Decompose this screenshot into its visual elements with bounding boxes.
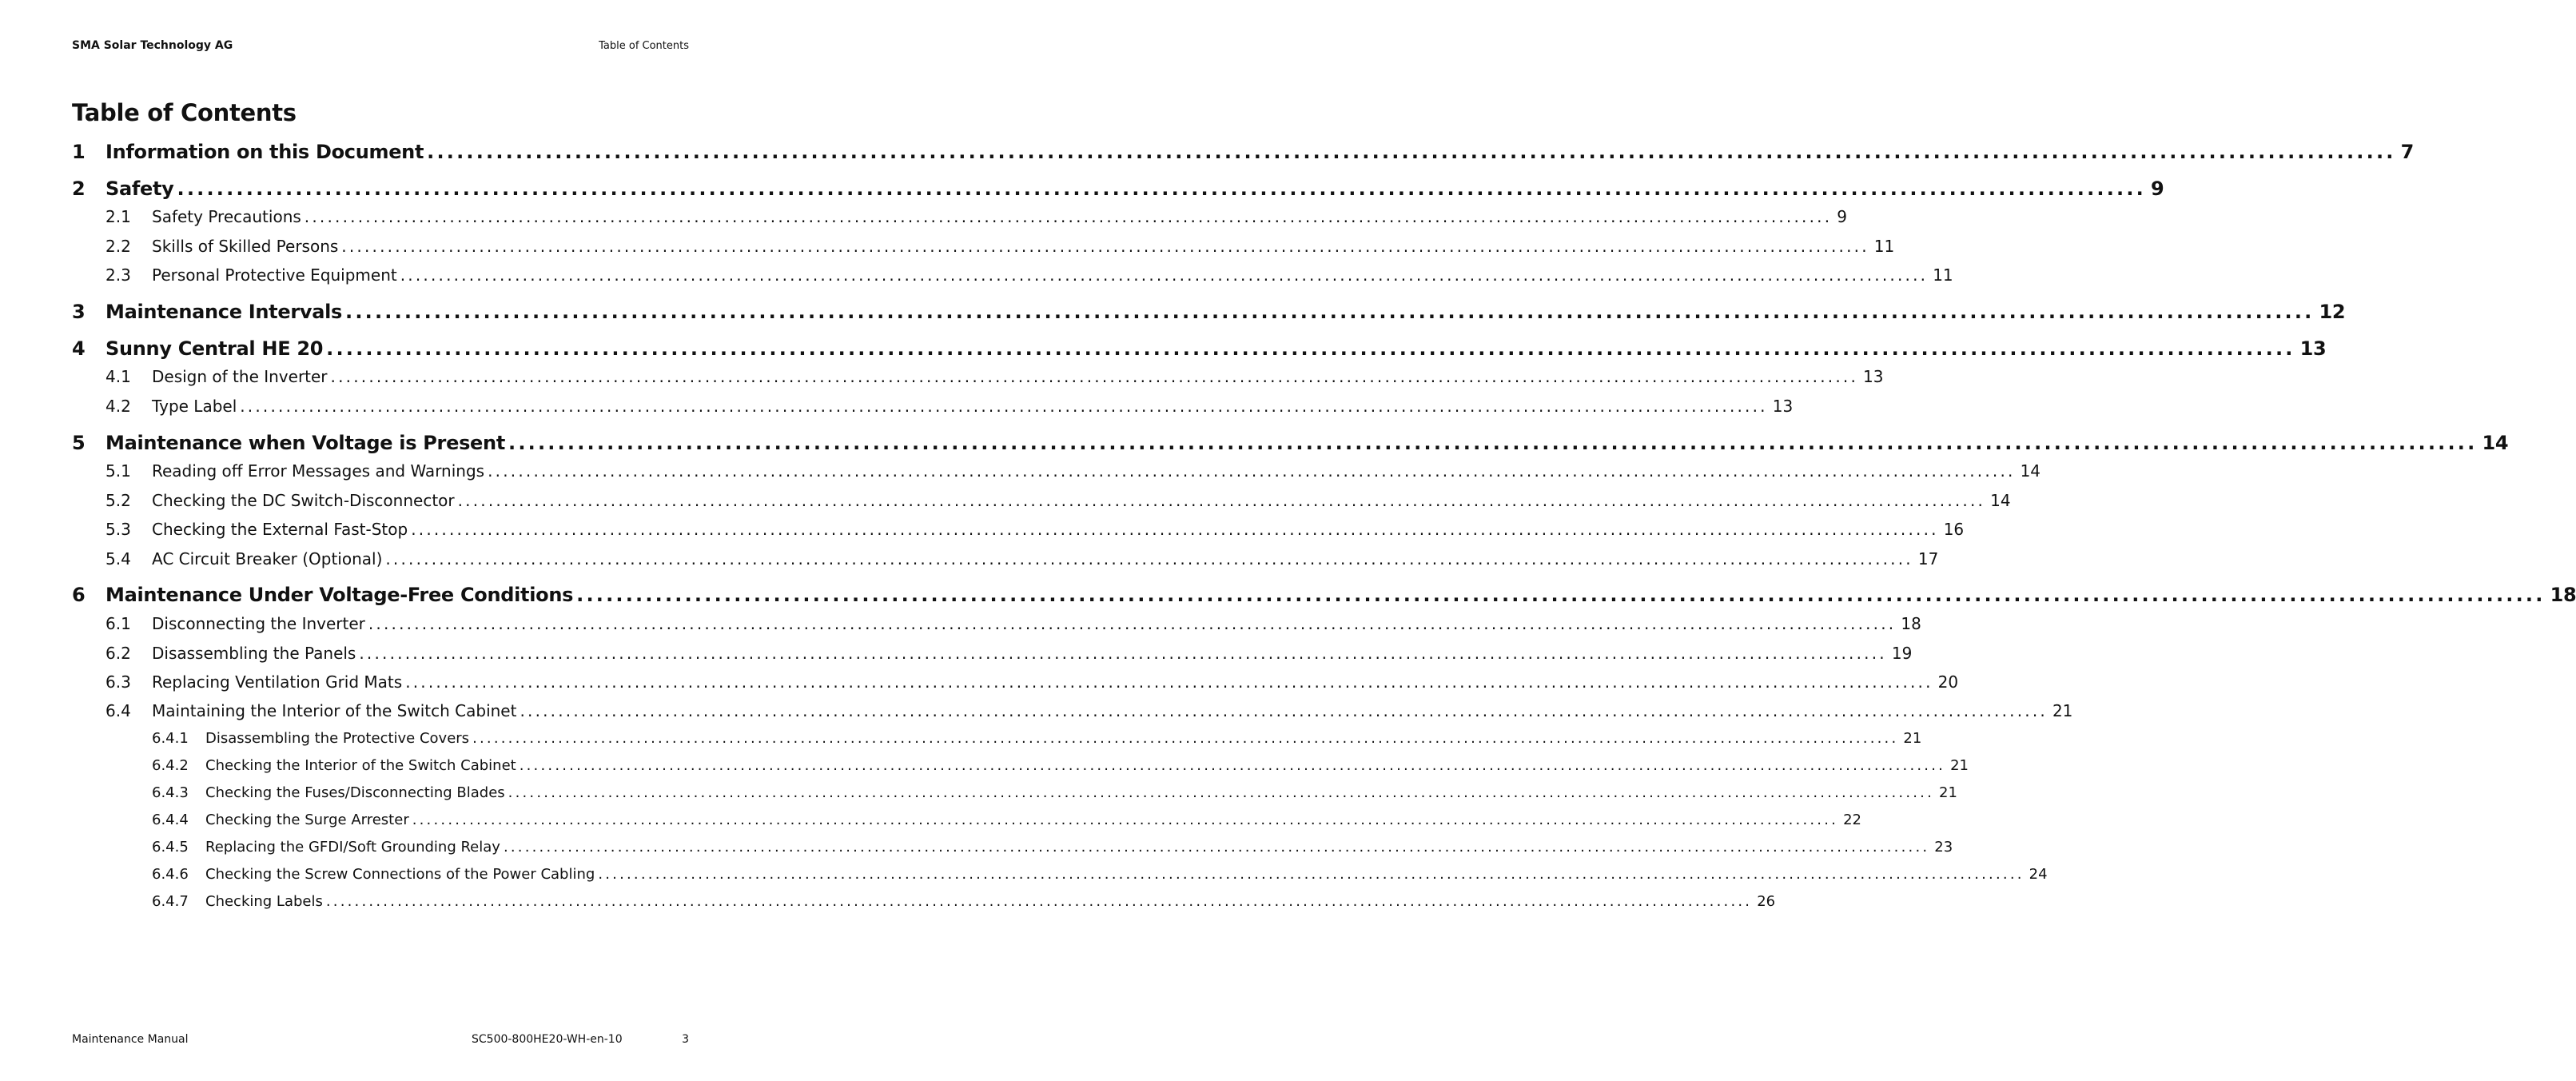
toc-entry-page: 14 (1990, 491, 2011, 510)
toc-entry[interactable] (72, 644, 1913, 663)
toc-entry-number: 4.2 (106, 397, 131, 416)
toc-entry-title: Personal Protective Equipment (152, 265, 397, 285)
toc-entry[interactable] (72, 614, 1921, 633)
toc-leader-dots: ........................................................................................................................................................................................................ (326, 337, 2295, 360)
toc-entry[interactable] (72, 141, 2414, 163)
toc-leader-dots: ........................................................................................................................................................................................................ (503, 839, 1930, 856)
toc-entry-number: 3 (72, 301, 86, 323)
toc-entry-title: Checking the Screw Connections of the Power Cabling (205, 866, 595, 883)
toc-entry[interactable] (72, 461, 2041, 481)
toc-entry-title: Replacing the GFDI/Soft Grounding Relay (205, 839, 500, 856)
toc-leader-dots: ........................................................................................................................................................................................................ (240, 397, 1768, 416)
toc-entry-page: 26 (1757, 893, 1776, 910)
toc-entry-number: 6.4.5 (152, 839, 189, 856)
toc-entry-title: Maintenance Intervals (106, 301, 343, 323)
toc-entry-page: 19 (1891, 644, 1913, 663)
toc-entry-title: AC Circuit Breaker (Optional) (152, 549, 383, 568)
toc-entry-page: 9 (1837, 207, 1848, 226)
toc-entry-number: 6.1 (106, 614, 131, 633)
toc-entry-page: 21 (1950, 757, 1969, 774)
toc-entry-title: Safety Precautions (152, 207, 301, 226)
toc-entry-number: 5.4 (106, 549, 131, 568)
footer-document-code: SC500-800HE20-WH-en-10 (472, 1033, 623, 1046)
toc-leader-dots: ........................................................................................................................................................................................................ (400, 265, 1929, 285)
toc-entry-page: 18 (1901, 614, 1921, 633)
toc-entry-number: 2.3 (106, 265, 131, 285)
toc-entry[interactable] (72, 432, 2509, 454)
toc-entry[interactable] (72, 866, 2048, 883)
toc-entry-page: 13 (1863, 367, 1884, 386)
toc-entry-number: 6.4.7 (152, 893, 189, 910)
toc-entry-title: Checking the External Fast-Stop (152, 520, 408, 539)
toc-entry-page: 21 (2052, 701, 2073, 720)
toc-entry-title: Checking the Fuses/Disconnecting Blades (205, 784, 505, 801)
toc-entry-page: 24 (2029, 866, 2048, 883)
toc-entry-number: 6.2 (106, 644, 131, 663)
toc-leader-dots: ........................................................................................................................................................................................................ (405, 672, 1933, 692)
section-name: Table of Contents (599, 40, 689, 52)
toc-leader-dots: ........................................................................................................................................................................................................ (520, 701, 2048, 720)
toc-entry-page: 11 (1933, 265, 1953, 285)
toc-entry-page: 11 (1873, 237, 1895, 256)
page-title: Table of Contents (72, 99, 297, 126)
toc-entry-number: 5.2 (106, 491, 131, 510)
toc-leader-dots: ........................................................................................................................................................................................................ (368, 614, 1897, 633)
toc-entry-number: 6 (72, 584, 86, 606)
toc-entry[interactable] (72, 584, 2576, 606)
toc-entry-page: 16 (1943, 520, 1965, 539)
toc-leader-dots: ........................................................................................................................................................................................................ (330, 367, 1859, 386)
toc-entry-number: 2.2 (106, 237, 131, 256)
toc-entry-number: 6.4.1 (152, 730, 189, 747)
toc-entry-title: Sunny Central HE 20 (106, 337, 324, 360)
toc-entry-number: 6.3 (106, 672, 131, 692)
toc-leader-dots: ........................................................................................................................................................................................................ (325, 893, 1753, 910)
toc-entry-page: 22 (1843, 812, 1861, 828)
toc-entry-page: 14 (2482, 432, 2509, 454)
toc-entry-title: Design of the Inverter (152, 367, 328, 386)
toc-entry-number: 6.4.4 (152, 812, 189, 828)
toc-entry[interactable] (72, 757, 1969, 774)
toc-entry[interactable] (72, 237, 1895, 256)
toc-entry[interactable] (72, 812, 1861, 828)
toc-entry-title: Checking Labels (205, 893, 323, 910)
toc-entry[interactable] (72, 730, 1922, 747)
footer-document-type: Maintenance Manual (72, 1033, 189, 1046)
toc-leader-dots: ........................................................................................................................................................................................................ (427, 141, 2396, 163)
toc-entry[interactable] (72, 265, 1953, 285)
toc-entry-page: 7 (2400, 141, 2414, 163)
toc-entry-title: Maintaining the Interior of the Switch Cabinet (152, 701, 517, 720)
toc-entry-page: 13 (2299, 337, 2327, 360)
toc-entry-page: 17 (1917, 549, 1939, 568)
toc-entry-page: 12 (2319, 301, 2346, 323)
toc-leader-dots: ........................................................................................................................................................................................................ (345, 301, 2315, 323)
toc-entry-number: 2.1 (106, 207, 131, 226)
toc-entry[interactable] (72, 178, 2164, 200)
toc-entry-title: Maintenance when Voltage is Present (106, 432, 505, 454)
toc-entry[interactable] (72, 337, 2327, 360)
toc-leader-dots: ........................................................................................................................................................................................................ (341, 237, 1869, 256)
toc-entry-title: Type Label (152, 397, 237, 416)
toc-leader-dots: ........................................................................................................................................................................................................ (411, 520, 1939, 539)
toc-entry-number: 4.1 (106, 367, 131, 386)
toc-entry-title: Reading off Error Messages and Warnings (152, 461, 485, 481)
toc-entry-page: 21 (1939, 784, 1957, 801)
toc-entry-number: 6.4.3 (152, 784, 189, 801)
toc-leader-dots: ........................................................................................................................................................................................................ (177, 178, 2146, 200)
toc-leader-dots: ........................................................................................................................................................................................................ (304, 207, 1833, 226)
toc-leader-dots: ........................................................................................................................................................................................................ (508, 784, 1935, 801)
toc-entry[interactable] (72, 207, 1848, 226)
toc-entry-number: 5 (72, 432, 86, 454)
toc-entry-number: 5.3 (106, 520, 131, 539)
toc-entry-page: 23 (1934, 839, 1953, 856)
toc-entry[interactable] (72, 893, 1776, 910)
toc-entry-page: 21 (1903, 730, 1922, 747)
toc-entry-page: 20 (1937, 672, 1959, 692)
toc-entry-page: 9 (2150, 178, 2164, 200)
toc-entry-title: Skills of Skilled Persons (152, 237, 339, 256)
toc-entry[interactable] (72, 839, 1953, 856)
toc-entry-title: Safety (106, 178, 174, 200)
toc-entry[interactable] (72, 701, 2073, 720)
toc-leader-dots: ........................................................................................................................................................................................................ (412, 812, 1839, 828)
toc-entry-number: 6.4 (106, 701, 131, 720)
toc-entry-title: Disassembling the Protective Covers (205, 730, 470, 747)
toc-entry-number: 6.4.6 (152, 866, 189, 883)
toc-leader-dots: ........................................................................................................................................................................................................ (457, 491, 1986, 510)
toc-entry-title: Disassembling the Panels (152, 644, 356, 663)
toc-leader-dots: ........................................................................................................................................................................................................ (598, 866, 2025, 883)
toc-entry[interactable] (72, 397, 1794, 416)
toc-leader-dots: ........................................................................................................................................................................................................ (472, 730, 1899, 747)
toc-entry[interactable] (72, 301, 2346, 323)
toc-entry-title: Disconnecting the Inverter (152, 614, 365, 633)
toc-leader-dots: ........................................................................................................................................................................................................ (519, 757, 1946, 774)
toc-entry-title: Information on this Document (106, 141, 424, 163)
toc-entry-number: 2 (72, 178, 86, 200)
toc-leader-dots: ........................................................................................................................................................................................................ (508, 432, 2478, 454)
toc-entry-title: Checking the Interior of the Switch Cabinet (205, 757, 516, 774)
toc-entry-page: 13 (1772, 397, 1794, 416)
toc-entry[interactable] (72, 784, 1957, 801)
toc-leader-dots: ........................................................................................................................................................................................................ (488, 461, 2016, 481)
toc-leader-dots: ........................................................................................................................................................................................................ (385, 549, 1913, 568)
toc-entry-title: Maintenance Under Voltage-Free Conditions (106, 584, 574, 606)
page-number: 3 (682, 1033, 689, 1046)
company-name: SMA Solar Technology AG (72, 39, 233, 52)
toc-leader-dots: ........................................................................................................................................................................................................ (576, 584, 2546, 606)
toc-entry[interactable] (72, 672, 1959, 692)
toc-entry-number: 1 (72, 141, 86, 163)
toc-entry[interactable] (72, 491, 2011, 510)
toc-entry-number: 6.4.2 (152, 757, 189, 774)
toc-entry-title: Checking the DC Switch-Disconnector (152, 491, 455, 510)
toc-entry-number: 4 (72, 337, 86, 360)
toc-entry-page: 14 (2020, 461, 2041, 481)
toc-leader-dots: ........................................................................................................................................................................................................ (359, 644, 1887, 663)
toc-entry-title: Checking the Surge Arrester (205, 812, 409, 828)
toc-entry-title: Replacing Ventilation Grid Mats (152, 672, 403, 692)
toc-entry[interactable] (72, 520, 1965, 539)
toc-entry[interactable] (72, 549, 1939, 568)
toc-entry-number: 5.1 (106, 461, 131, 481)
toc-entry-page: 18 (2550, 584, 2576, 606)
toc-entry[interactable] (72, 367, 1884, 386)
